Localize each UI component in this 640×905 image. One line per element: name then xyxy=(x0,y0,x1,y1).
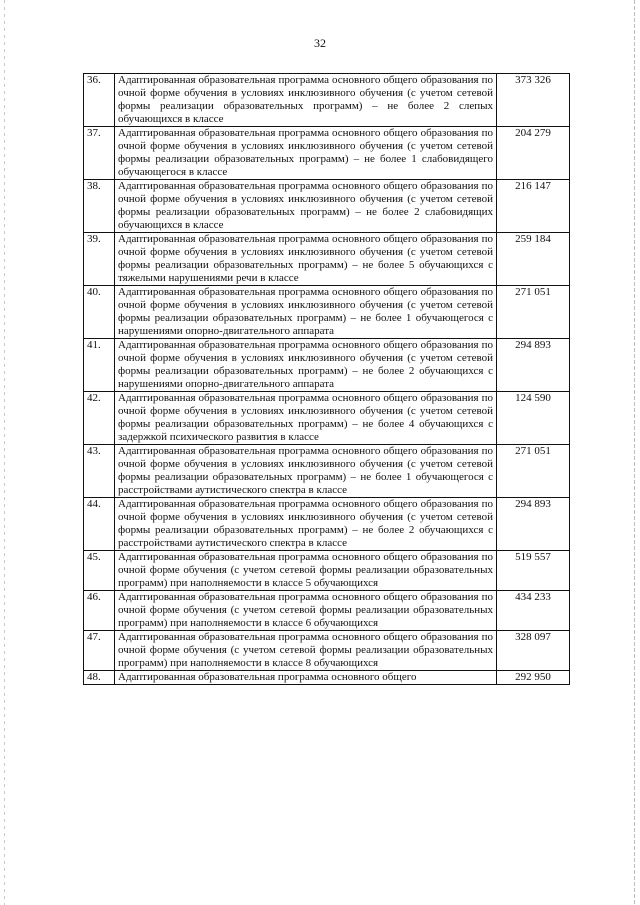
program-amount: 519 557 xyxy=(497,551,570,591)
scan-margin-left xyxy=(4,0,5,905)
row-number: 43. xyxy=(84,445,115,498)
row-number: 37. xyxy=(84,127,115,180)
table-row xyxy=(84,180,570,233)
program-amount: 124 590 xyxy=(497,392,570,445)
program-amount: 373 326 xyxy=(497,74,570,127)
table-row xyxy=(84,631,570,671)
table-row xyxy=(84,551,570,591)
program-description: Адаптированная образовательная программа основного общего образования по очной форме обучения в условиях инклюзивного обучения (с учетом сетевой формы реализации образовательных программ) – не более 4 обучающихся с задержкой психического развития в классе xyxy=(115,392,497,445)
table-row xyxy=(84,127,570,180)
row-number: 47. xyxy=(84,631,115,671)
program-description: Адаптированная образовательная программа основного общего образования по очной форме обучения (с учетом сетевой формы реализации образовательных программ) при наполняемости в классе 5 обучающихся xyxy=(115,551,497,591)
program-amount: 328 097 xyxy=(497,631,570,671)
program-description: Адаптированная образовательная программа основного общего образования по очной форме обучения (с учетом сетевой формы реализации образовательных программ) при наполняемости в классе 8 обучающихся xyxy=(115,631,497,671)
row-number: 46. xyxy=(84,591,115,631)
program-amount: 259 184 xyxy=(497,233,570,286)
program-amount: 271 051 xyxy=(497,445,570,498)
page-number: 32 xyxy=(314,36,326,50)
program-amount: 434 233 xyxy=(497,591,570,631)
program-description: Адаптированная образовательная программа основного общего образования по очной форме обучения в условиях инклюзивного обучения (с учетом сетевой формы реализации образовательных программ) – не более 2 слепых обучающихся в классе xyxy=(115,74,497,127)
program-description: Адаптированная образовательная программа основного общего образования по очной форме обучения в условиях инклюзивного обучения (с учетом сетевой формы реализации образовательных программ) – не более 5 обучающихся с тяжелыми нарушениями речи в классе xyxy=(115,233,497,286)
funding-table xyxy=(83,73,570,685)
program-amount: 292 950 xyxy=(497,671,570,685)
row-number: 36. xyxy=(84,74,115,127)
row-number: 42. xyxy=(84,392,115,445)
row-number: 44. xyxy=(84,498,115,551)
program-amount: 271 051 xyxy=(497,286,570,339)
table-row xyxy=(84,445,570,498)
program-amount: 204 279 xyxy=(497,127,570,180)
row-number: 39. xyxy=(84,233,115,286)
table-row xyxy=(84,498,570,551)
table-row xyxy=(84,233,570,286)
table-row xyxy=(84,392,570,445)
program-description: Адаптированная образовательная программа основного общего образования по очной форме обучения в условиях инклюзивного обучения (с учетом сетевой формы реализации образовательных программ) – не более 1 обучающегося с расстройствами аутистического спектра в классе xyxy=(115,445,497,498)
program-description: Адаптированная образовательная программа основного общего образования по очной форме обучения в условиях инклюзивного обучения (с учетом сетевой формы реализации образовательных программ) – не более 2 обучающихся с нарушениями опорно-двигательного аппарата xyxy=(115,339,497,392)
program-description: Адаптированная образовательная программа основного общего образования по очной форме обучения в условиях инклюзивного обучения (с учетом сетевой формы реализации образовательных программ) – не более 2 обучающихся с расстройствами аутистического спектра в классе xyxy=(115,498,497,551)
row-number: 45. xyxy=(84,551,115,591)
program-description: Адаптированная образовательная программа основного общего образования по очной форме обучения в условиях инклюзивного обучения (с учетом сетевой формы реализации образовательных программ) – не более 2 слабовидящих обучающихся в классе xyxy=(115,180,497,233)
program-amount: 216 147 xyxy=(497,180,570,233)
table-row xyxy=(84,286,570,339)
table-row xyxy=(84,591,570,631)
program-description: Адаптированная образовательная программа основного общего образования по очной форме обучения в условиях инклюзивного обучения (с учетом сетевой формы реализации образовательных программ) – не более 1 слабовидящего обучающегося в классе xyxy=(115,127,497,180)
table-row xyxy=(84,671,570,685)
row-number: 40. xyxy=(84,286,115,339)
program-description: Адаптированная образовательная программа основного общего xyxy=(115,671,497,685)
program-description: Адаптированная образовательная программа основного общего образования по очной форме обучения в условиях инклюзивного обучения (с учетом сетевой формы реализации образовательных программ) – не более 1 обучающегося с нарушениями опорно-двигательного аппарата xyxy=(115,286,497,339)
table-row xyxy=(84,339,570,392)
row-number: 41. xyxy=(84,339,115,392)
scan-margin-right xyxy=(634,0,635,905)
row-number: 38. xyxy=(84,180,115,233)
table-row xyxy=(84,74,570,127)
program-amount: 294 893 xyxy=(497,498,570,551)
table-body xyxy=(84,74,570,685)
program-amount: 294 893 xyxy=(497,339,570,392)
program-description: Адаптированная образовательная программа основного общего образования по очной форме обучения (с учетом сетевой формы реализации образовательных программ) при наполняемости в классе 6 обучающихся xyxy=(115,591,497,631)
row-number: 48. xyxy=(84,671,115,685)
